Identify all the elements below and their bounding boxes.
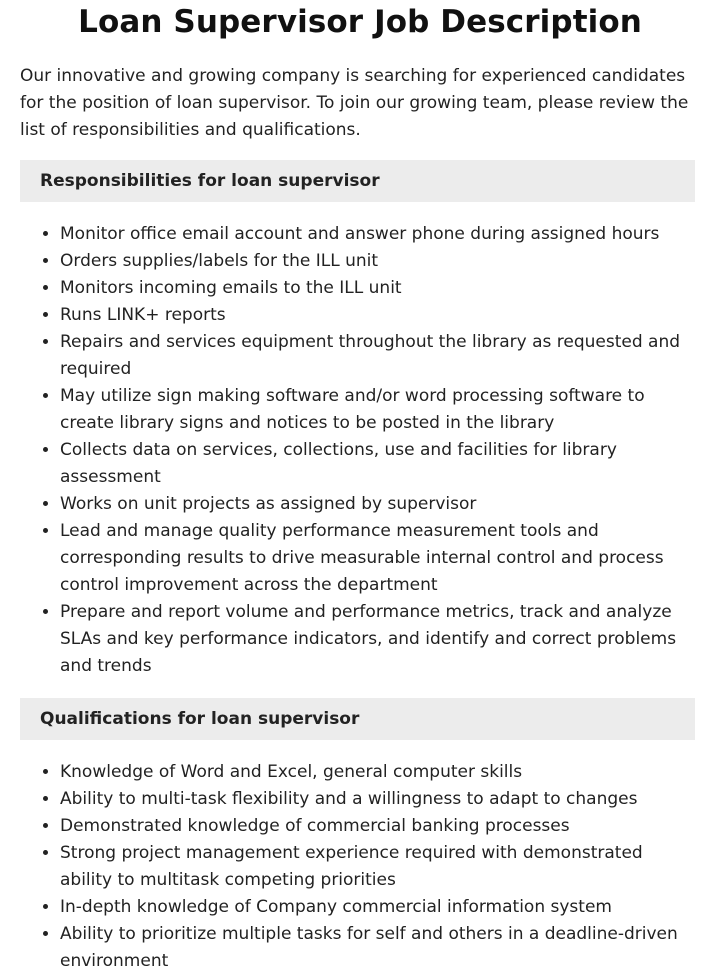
qualifications-heading: Qualifications for loan supervisor [20, 698, 695, 740]
page-title: Loan Supervisor Job Description [78, 4, 642, 40]
list-item: • Monitors incoming emails to the ILL unit [60, 275, 700, 302]
responsibilities-list [20, 221, 700, 680]
list-item: • Lead and manage quality performance measurement tools and corresponding results to drive measurable internal control and process control improvement across the department [60, 518, 700, 599]
list-item: • Runs LINK+ reports [60, 302, 700, 329]
list-item: • Collects data on services, collections, use and facilities for library assessment [60, 437, 700, 491]
list-item: • In-depth knowledge of Company commercial information system [60, 894, 700, 921]
list-item: • Strong project management experience required with demonstrated ability to multitask competing priorities [60, 840, 700, 894]
list-item: • Prepare and report volume and performance metrics, track and analyze SLAs and key performance indicators, and identify and correct problems and trends [60, 599, 700, 680]
list-item: • Works on unit projects as assigned by supervisor [60, 491, 700, 518]
list-item: • Ability to prioritize multiple tasks for self and others in a deadline-driven environment [60, 921, 700, 975]
list-item: • Repairs and services equipment throughout the library as requested and required [60, 329, 700, 383]
list-item: • Orders supplies/labels for the ILL unit [60, 248, 700, 275]
list-item: • May utilize sign making software and/or word processing software to create library signs and notices to be posted in the library [60, 383, 700, 437]
qualifications-list [20, 759, 700, 975]
list-item: • Demonstrated knowledge of commercial banking processes [60, 813, 700, 840]
list-item: • Monitor office email account and answer phone during assigned hours [60, 221, 700, 248]
list-item: • Ability to multi-task flexibility and a willingness to adapt to changes [60, 786, 700, 813]
intro-paragraph: Our innovative and growing company is searching for experienced candidates for the position of loan supervisor. To join our growing team, please review the list of responsibilities and qualifications. [20, 66, 689, 140]
list-item: • Knowledge of Word and Excel, general computer skills [60, 759, 700, 786]
responsibilities-heading: Responsibilities for loan supervisor [20, 160, 695, 202]
